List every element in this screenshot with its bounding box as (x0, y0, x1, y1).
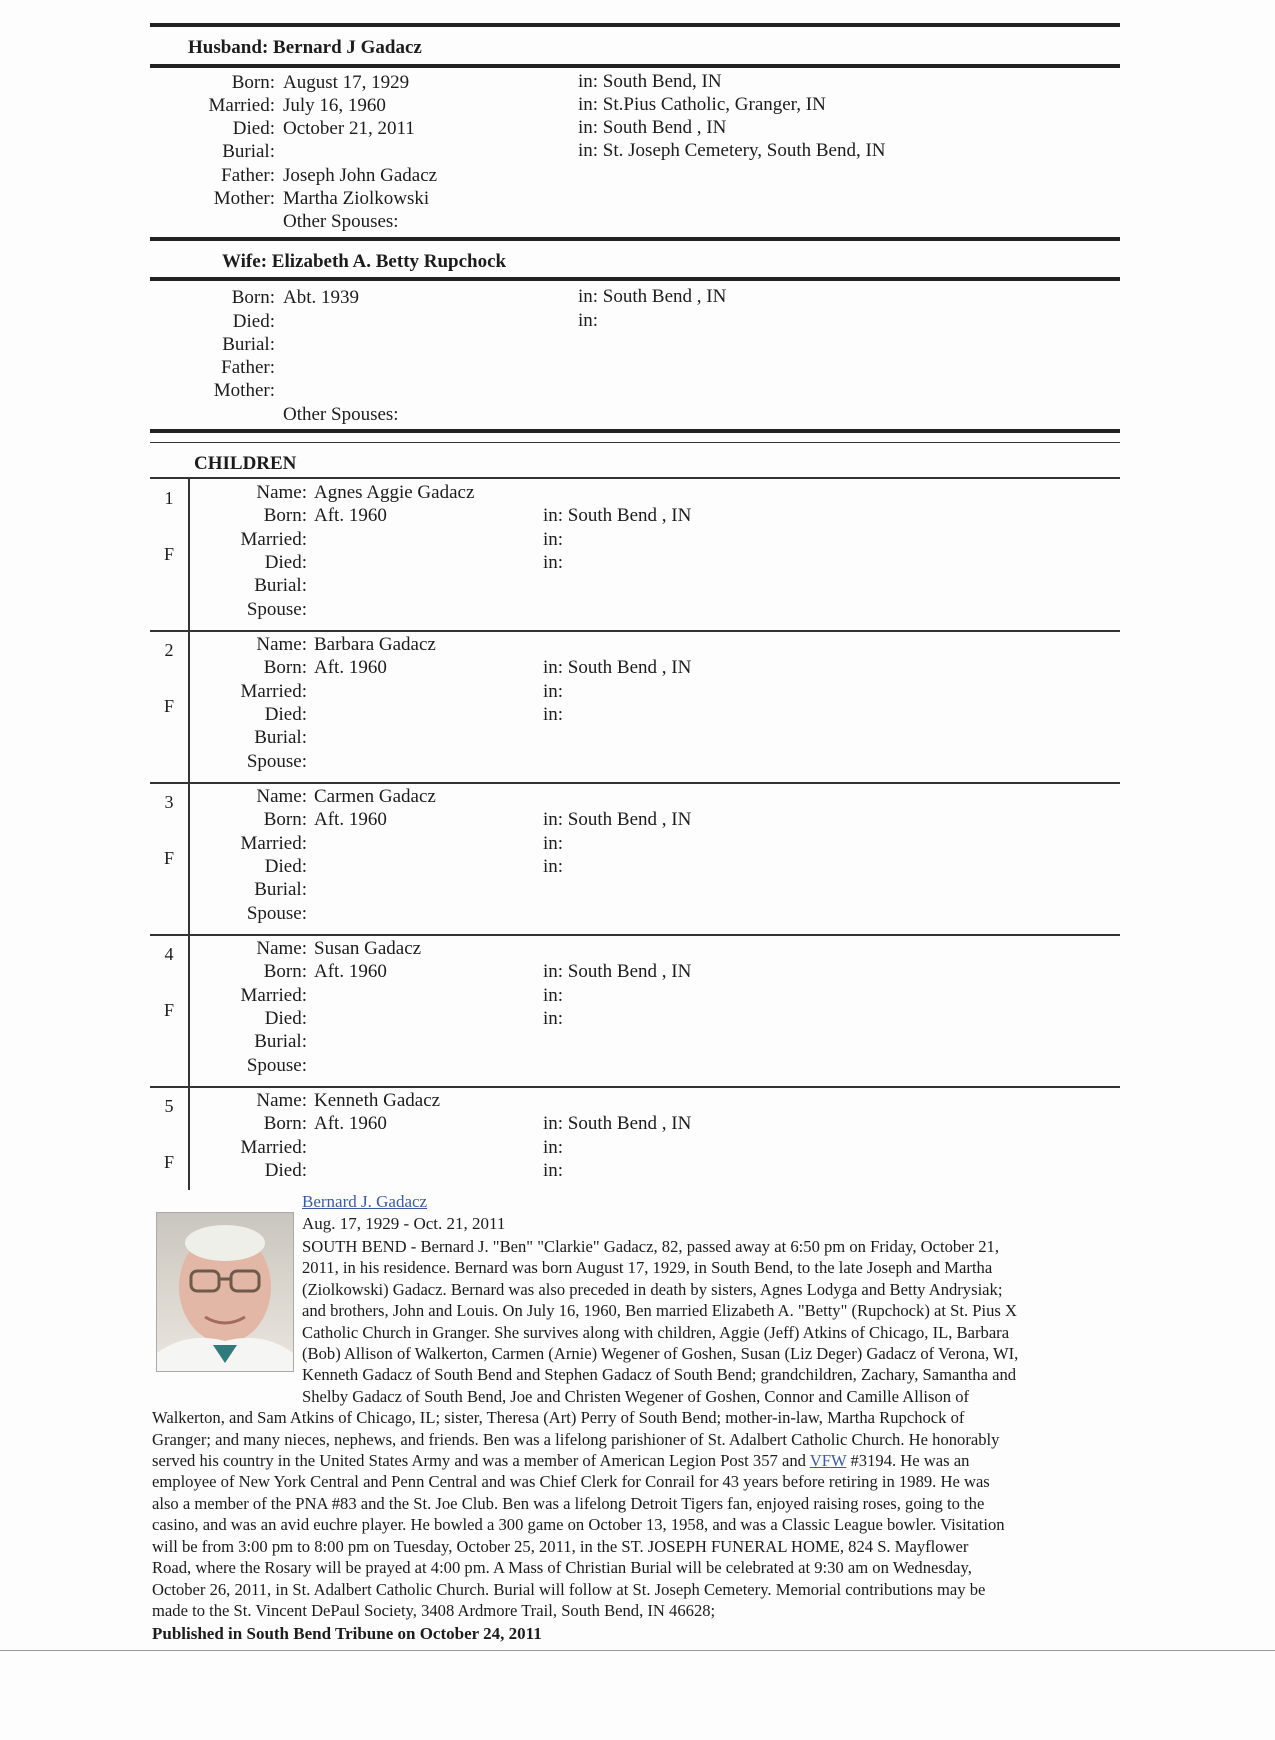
husband-mother-label: Mother: (213, 188, 275, 209)
child-born-value: Aft. 1960 (314, 809, 387, 831)
wife-header: Wife: Elizabeth A. Betty Rupchock (222, 251, 507, 272)
child-number: 4 (164, 944, 174, 964)
child-born-label: Born: (263, 809, 307, 831)
obit-line: Granger; and many nieces, nephews, and friends. Ben was a lifelong parishioner of St. Adalbert Catholic Church. He honorably (152, 1429, 1000, 1449)
husband-born-label: Born: (231, 72, 275, 93)
child-spouse-label: Spouse: (246, 750, 307, 772)
child-born-place: in: South Bend , IN (543, 1113, 692, 1135)
child-spouse-label: Spouse: (246, 902, 307, 924)
obit-line: Road, where the Rosary will be prayed at 4:00 pm. A Mass of Christian Burial will be celebrated at 9:30 am on Wednesday, (152, 1558, 972, 1578)
child-died-place: in: (543, 703, 564, 725)
child-born-value: Aft. 1960 (314, 657, 387, 679)
child-burial-label: Burial: (254, 879, 307, 901)
wife-other-spouses: Other Spouses: (283, 404, 399, 425)
child-died-place: in: (543, 551, 564, 573)
child-separator (150, 934, 1120, 936)
husband-header-rule (150, 64, 1120, 68)
husband-born-value: August 17, 1929 (283, 72, 410, 93)
husband-died-place: in: South Bend , IN (578, 117, 727, 138)
child-died-place: in: (543, 1007, 564, 1029)
child-died-place: in: (543, 1159, 564, 1181)
obit-line: Shelby Gadacz of South Bend, Joe and Christen Wegener of Goshen, Connor and Camille Allison of (302, 1386, 970, 1406)
child-number: 5 (164, 1096, 174, 1116)
child-name-label: Name: (256, 938, 307, 959)
child-born-value: Aft. 1960 (314, 1113, 387, 1135)
husband-burial-place: in: St. Joseph Cemetery, South Bend, IN (578, 140, 886, 161)
top-rule (150, 23, 1120, 27)
bottom-rule (0, 1650, 1275, 1651)
wife-top-rule (150, 237, 1120, 241)
obit-line: (Ziolkowski) Gadacz. Bernard was also preceded in death by sisters, Agnes Lodyga and Betty Andrysiak; (302, 1279, 1003, 1299)
obit-line: Catholic Church in Granger. She survives along with children, Aggie (Jeff) Atkins of Chicago, IL, Barbara (302, 1322, 1010, 1342)
husband-married-value: July 16, 1960 (283, 95, 386, 116)
published-line: Published in South Bend Tribune on October 24, 2011 (152, 1624, 542, 1643)
husband-married-place: in: St.Pius Catholic, Granger, IN (578, 94, 826, 115)
child-born-value: Aft. 1960 (314, 961, 387, 983)
obit-line: (Bob) Allison of Walkerton, Carmen (Arnie) Wegener of Goshen, Susan (Liz Deger) Gadacz of Verona, WI, (302, 1344, 1019, 1364)
child-born-place: in: South Bend , IN (543, 657, 692, 679)
obit-line-vfw: served his country in the United States Army and was a member of American Legion Post 357 and VFW #3194. He was an (152, 1451, 970, 1471)
child-sex: F (163, 848, 174, 868)
child-separator (150, 630, 1120, 632)
obit-line: 2011, in his residence. Bernard was born August 17, 1929, in South Bend, to the late Joseph and Martha (302, 1258, 993, 1278)
child-born-place: in: South Bend , IN (543, 809, 692, 831)
husband-died-label: Died: (232, 118, 275, 139)
husband-mother-value: Martha Ziolkowski (283, 188, 430, 209)
child-name-label: Name: (256, 482, 307, 503)
child-died-label: Died: (264, 1007, 307, 1029)
child-married-label: Married: (240, 680, 307, 702)
child-born-place: in: South Bend , IN (543, 961, 692, 983)
child-died-label: Died: (264, 855, 307, 877)
obit-line: made to the St. Vincent DePaul Society, 3408 Ardmore Trail, South Bend, IN 46628; (152, 1600, 716, 1620)
child-died-label: Died: (264, 1159, 307, 1181)
child-name-label: Name: (256, 1090, 307, 1111)
child-died-label: Died: (264, 551, 307, 573)
children-header-rule (150, 477, 1120, 479)
child-married-label: Married: (240, 528, 307, 550)
obit-line: will be from 3:00 pm to 8:00 pm on Tuesday, October 25, 2011, in the ST. JOSEPH FUNERAL HOME, 824 S. Mayflower (152, 1536, 969, 1556)
husband-died-value: October 21, 2011 (283, 118, 415, 139)
child-sex: F (163, 696, 174, 716)
child-married-place: in: (543, 832, 564, 854)
child-name: Susan Gadacz (314, 938, 422, 959)
child-died-place: in: (543, 855, 564, 877)
wife-died-label: Died: (232, 311, 275, 332)
child-name: Barbara Gadacz (314, 634, 436, 655)
child-name: Kenneth Gadacz (314, 1090, 441, 1111)
obit-line: Kenneth Gadacz of South Bend and Stephen Gadacz of South Bend; grandchildren, Zachary, Samantha and (302, 1365, 1017, 1385)
husband-father-label: Father: (221, 165, 275, 186)
child-spouse-label: Spouse: (246, 1054, 307, 1076)
child-married-label: Married: (240, 984, 307, 1006)
children-top-rule (150, 429, 1120, 433)
husband-other-spouses: Other Spouses: (283, 211, 399, 232)
wife-born-label: Born: (231, 287, 275, 308)
child-name: Agnes Aggie Gadacz (314, 482, 475, 503)
child-married-place: in: (543, 984, 564, 1006)
child-name-label: Name: (256, 634, 307, 655)
wife-born-value: Abt. 1939 (283, 287, 359, 308)
child-separator (150, 782, 1120, 784)
child-burial-label: Burial: (254, 727, 307, 749)
child-born-label: Born: (263, 657, 307, 679)
child-number: 2 (164, 640, 174, 660)
child-name-label: Name: (256, 786, 307, 807)
husband-name: Bernard J Gadacz (273, 37, 422, 58)
child-born-value: Aft. 1960 (314, 505, 387, 527)
wife-mother-label: Mother: (213, 380, 275, 401)
obituary-dates: Aug. 17, 1929 - Oct. 21, 2011 (302, 1214, 506, 1233)
child-burial-label: Burial: (254, 575, 307, 597)
obit-line: also a member of the PNA #83 and the St. Joe Club. Ben was a lifelong Detroit Tigers fan, enjoyed raising roses, going to the (152, 1493, 985, 1513)
children-top-rule-2 (150, 442, 1120, 443)
wife-born-place: in: South Bend , IN (578, 286, 727, 307)
child-married-place: in: (543, 528, 564, 550)
wife-burial-label: Burial: (222, 334, 275, 355)
child-spouse-label: Spouse: (246, 598, 307, 620)
obituary-title-link[interactable]: Bernard J. Gadacz (302, 1192, 428, 1211)
child-married-label: Married: (240, 1136, 307, 1158)
wife-header-rule (150, 277, 1120, 281)
obit-line: Walkerton, and Sam Atkins of Chicago, IL; sister, Theresa (Art) Perry of South Bend; mother-in-law, Martha Rupchock of (152, 1408, 965, 1428)
obit-line: October 26, 2011, in St. Adalbert Catholic Church. Burial will follow at St. Joseph Cemetery. Memorial contributions may be (152, 1579, 986, 1599)
child-sex: F (163, 1152, 174, 1172)
obit-line: and brothers, John and Louis. On July 16, 1960, Ben married Elizabeth A. "Betty" (Rupchock) at St. Pius X (302, 1301, 1017, 1321)
child-born-label: Born: (263, 505, 307, 527)
children-header: CHILDREN (194, 453, 297, 474)
wife-father-label: Father: (221, 357, 275, 378)
wife-name: Elizabeth A. Betty Rupchock (271, 251, 507, 272)
husband-header: Husband: Bernard J Gadacz (188, 37, 422, 58)
child-born-label: Born: (263, 1113, 307, 1135)
husband-father-value: Joseph John Gadacz (283, 165, 438, 186)
child-sex: F (163, 544, 174, 564)
child-number: 3 (164, 792, 174, 812)
child-married-place: in: (543, 1136, 564, 1158)
child-born-place: in: South Bend , IN (543, 505, 692, 527)
child-name: Carmen Gadacz (314, 786, 436, 807)
obit-line: employee of New York Central and Penn Central and was Chief Clerk for Conrail for 43 years before retiring in 1989. He was (152, 1472, 990, 1492)
husband-married-label: Married: (208, 95, 275, 116)
child-married-place: in: (543, 680, 564, 702)
child-married-label: Married: (240, 832, 307, 854)
obit-line: SOUTH BEND - Bernard J. "Ben" "Clarkie" Gadacz, 82, passed away at 6:50 pm on Friday, October 21, (302, 1237, 999, 1256)
child-born-label: Born: (263, 961, 307, 983)
child-died-label: Died: (264, 703, 307, 725)
husband-burial-label: Burial: (222, 141, 275, 162)
child-sex: F (163, 1000, 174, 1020)
wife-died-place: in: (578, 310, 599, 331)
child-burial-label: Burial: (254, 1031, 307, 1053)
vfw-link[interactable]: VFW (809, 1451, 847, 1471)
husband-born-place: in: South Bend, IN (578, 71, 722, 92)
obit-line: casino, and was an avid euchre player. He bowled a 300 game on October 13, 1958, and was a Classic League bowler. Visitation (152, 1515, 1005, 1535)
child-number: 1 (164, 488, 174, 508)
obituary-text (152, 1236, 1122, 1621)
child-separator (150, 1086, 1120, 1088)
